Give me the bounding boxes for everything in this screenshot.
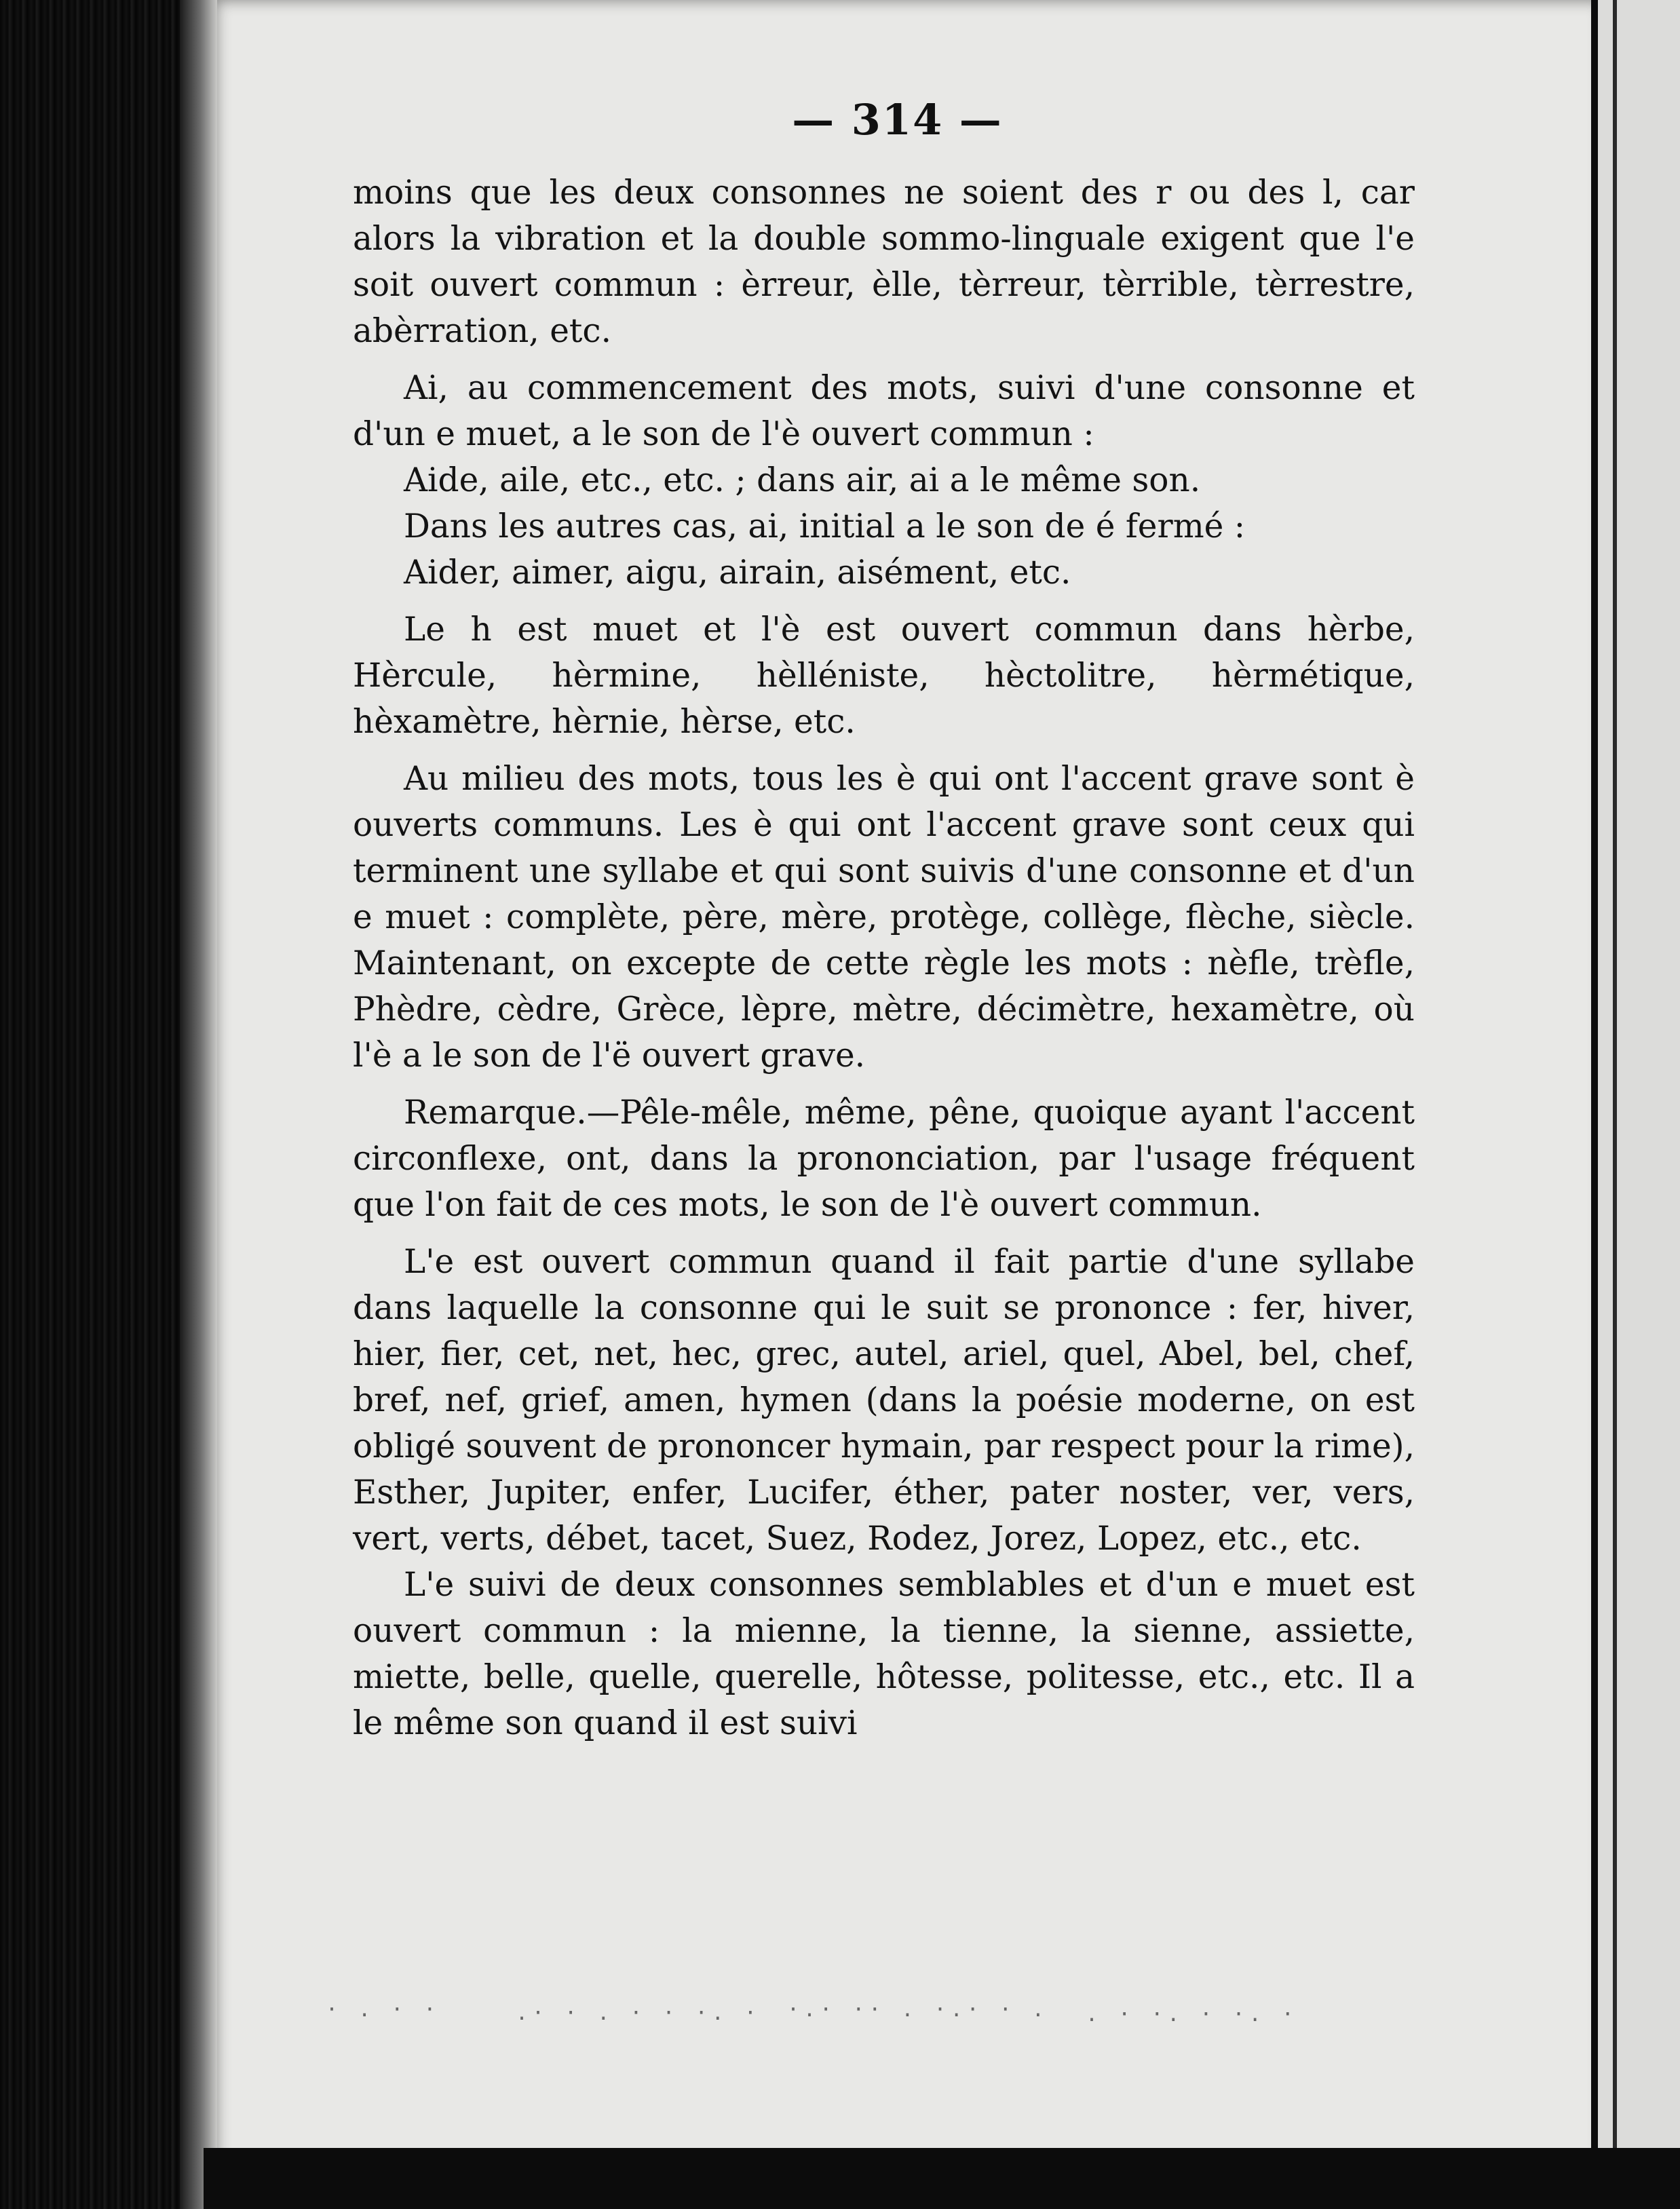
scan-specks: ·.· ·· . ·.· · . — [787, 1998, 1048, 2022]
paragraph-4: Dans les autres cas, ai, initial a le son de é fermé : — [404, 507, 1246, 545]
book-edge — [0, 0, 204, 2209]
paragraph-3: Aide, aile, etc., etc. ; dans air, ai a le même son. — [404, 461, 1201, 499]
scan-specks: . · ·. · ·. · — [1086, 2003, 1298, 2026]
paragraph-5: Aider, aimer, aigu, airain, aisément, etc. — [404, 554, 1071, 592]
paragraph-1: moins que les deux consonnes ne soient des r ou des l, car alors la vibration et la double sommo-linguale exigent que l'e soit ouvert commun : èrreur, èlle, tèrreur, tèrrible, tèrrestre, abèrration, etc. — [353, 174, 1415, 350]
scan-specks: .· · . · · ·. · — [516, 2001, 761, 2025]
paragraph-9: L'e est ouvert commun quand il fait partie d'une syllabe dans laquelle la consonne qui le suit se prononce : fer, hiver, hier, fier, cet, net, hec, grec, autel, ariel, quel, Abel, bel, chef, bref, nef, grief, amen, hymen (dans la poésie moderne, on est obligé souvent de prononcer hymain, par respect pour la rime), Esther, Jupiter, enfer, Lucifer, éther, pater noster, ver, vers, vert, verts, débet, tacet, Suez, Rodez, Jorez, Lopez, etc., etc. — [353, 1243, 1415, 1558]
next-page-edge — [1591, 0, 1680, 2209]
page-text — [353, 170, 1415, 1757]
paragraph-2: Ai, au commencement des mots, suivi d'une consonne et d'un e muet, a le son de l'è ouvert commun : — [353, 369, 1415, 453]
paragraph-7: Au milieu des mots, tous les è qui ont l'accent grave sont è ouverts communs. Les è qui ont l'accent grave sont ceux qui terminent une syllabe et qui sont suivis d'une consonne et d'un e muet : complète, père, mère, protège, collège, flèche, siècle. Maintenant, on excepte de cette règle les mots : nèfle, trèfle, Phèdre, cèdre, Grèce, lèpre, mètre, décimètre, hexamètre, où l'è a le son de l'ë ouvert grave. — [353, 760, 1415, 1075]
scan-specks: · . · · — [326, 1998, 440, 2022]
page-number: — 314 — — [792, 95, 1003, 145]
paragraph-6: Le h est muet et l'è est ouvert commun dans hèrbe, Hèrcule, hèrmine, hèlléniste, hèctolitre, hèrmétique, hèxamètre, hèrnie, hèrse, etc. — [353, 611, 1415, 741]
paragraph-10: L'e suivi de deux consonnes semblables et d'un e muet est ouvert commun : la mienne, la tienne, la sienne, assiette, miette, belle, quelle, querelle, hôtesse, politesse, etc., etc. Il a le même son quand il est suivi — [353, 1566, 1415, 1742]
paragraph-8: Remarque.—Pêle-mêle, même, pêne, quoique ayant l'accent circonflexe, ont, dans la prononciation, par l'usage fréquent que l'on fait de ces mots, le son de l'è ouvert commun. — [353, 1094, 1415, 1224]
scan-border — [204, 2148, 1680, 2209]
